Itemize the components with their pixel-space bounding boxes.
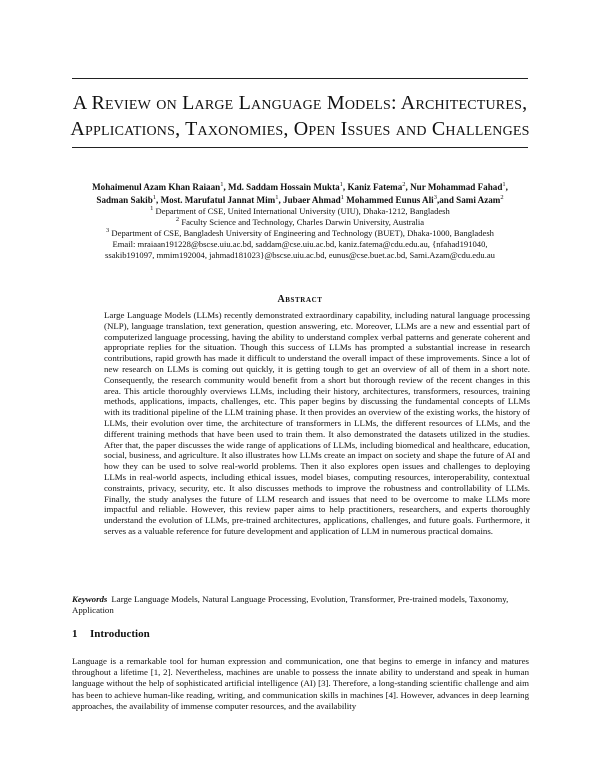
author-name: , Md. Saddam Hossain Mukta: [223, 182, 340, 192]
title-top-rule: [72, 78, 528, 79]
affiliations: [60, 206, 540, 261]
author-line-1: [66, 181, 534, 194]
author-affil-mark: 1: [339, 180, 343, 188]
introduction-text: Language is a remarkable tool for human expression and communication, one that begins to emerge in infancy and matures throughout a lifetime [1, 2]. Nevertheless, machines are unable to possess the innate ability to understand and speak in human language without the help of sophisticated artificial intelligence (AI) [3]. Therefore, a long-standing scientific challenge and aim has been to achieve human-like reading, writing, and communication skills in machines [4]. However, advances in deep learning approaches, the availability of immense computer resources, and the availability: [72, 656, 529, 711]
affiliation-text: Faculty Science and Technology, Charles Darwin University, Australia: [179, 216, 425, 227]
author-name: Mohaimenul Azam Khan Raiaan: [92, 182, 221, 192]
author-affil-mark: 1: [275, 193, 279, 201]
author-name: , Most. Marufatul Jannat Mim: [156, 194, 276, 205]
affiliation-mark: 3: [106, 226, 110, 234]
author-affil-mark: 1: [220, 180, 224, 188]
paper-title: [60, 90, 540, 142]
affiliation-text: Department of CSE, Bangladesh University of Engineering and Technology (BUET), Dhaka-1000, Bangladesh: [109, 227, 494, 238]
author-affil-mark: 2: [500, 193, 504, 201]
keywords: [72, 594, 530, 617]
author-name: Mohammed Eunus Ali: [343, 194, 434, 205]
section-title: Introduction: [90, 628, 150, 640]
author-list: [66, 181, 534, 206]
author-name: , Kaniz Fatema: [342, 182, 403, 192]
abstract-text: Large Language Models (LLMs) recently demonstrated extraordinary capability, including natural language processing (NLP), language translation, text generation, question answering, etc. Moreover, LLMs are a new and essential part of computerized language processing, having the ability to understand complex verbal patterns and generate coherent and appropriate replies for the situation. Though this success of LLMs has prompted a substantial increase in research contributions, rapid growth has made it difficult to understand the overall impact of these improvements. Since a lot of new research on LLMs is coming out quickly, it is getting tough to get an overview of all of them in a short note. Consequently, the research community would benefit from a short but thorough review of the recent changes in this area. This article thoroughly overviews LLMs, including their history, architectures, transformers, resources, training methods, applications, impacts, challenges, etc. This paper begins by discussing the fundamental concepts of LLMs with its traditional pipeline of the LLM training phase. It then provides an overview of the existing works, the history of LLMs, their evolution over time, the architecture of transformers in LLMs, the different resources of LLMs, and the different training methods that have been used to train them. It also demonstrated the datasets utilized in the studies. After that, the paper discusses the wide range of applications of LLMs, including biomedical and healthcare, education, social, business, and agriculture. It also illustrates how LLMs create an impact on society and shape the future of AI and how they can be used to solve real-world problems. Then it also explores open issues and challenges to deploying LLMs in real-world aspects, including ethical issues, model biases, computing resources, interoperability, contextual constraints, privacy, security, etc. It also discusses methods to improve the robustness and controllability of LLMs. Finally, the study analyses the future of LLM research and issues that need to be overcome to make LLMs more impactful and reliable. However, this review paper aims to help practitioners, researchers, and experts thoroughly understand the evolution of LLMs, pre-trained architectures, applications, challenges, and future goals. Furthermore, it serves as a valuable reference for future development and application of LLM in numerous practical domains.: [104, 310, 530, 536]
affiliation-1: [60, 206, 540, 217]
affiliation-mark: 2: [175, 216, 180, 224]
author-name: , Jubaer Ahmad: [278, 194, 341, 205]
title-line-2: Applications, Taxonomies, Open Issues and Challenges: [70, 118, 530, 140]
author-line-2: [66, 194, 534, 207]
author-separator: ,: [505, 182, 508, 192]
author-affil-mark: 3: [433, 193, 437, 201]
abstract-heading: Abstract: [277, 294, 323, 305]
keywords-text: Large Language Models, Natural Language Processing, Evolution, Transformer, Pre-trained models, Taxonomy, Application: [72, 594, 509, 616]
affiliation-2: [60, 217, 540, 228]
author-name: ,and Sami Azam: [436, 194, 501, 205]
title-line-1: A Review on Large Language Models: Architectures,: [72, 92, 528, 114]
author-affil-mark: 1: [340, 193, 344, 201]
author-affil-mark: 1: [502, 180, 506, 188]
section-number: 1: [72, 628, 78, 640]
affiliation-3: [60, 228, 540, 239]
email-line-2: ssakib191097, mmim192004, jahmad181023}@bscse.uiu.ac.bd, eunus@cse.buet.ac.bd, Sami.Azam@cdu.edu.au: [105, 249, 495, 260]
affiliation-text: Department of CSE, United International University (UIU), Dhaka-1212, Bangladesh: [153, 206, 450, 216]
keywords-label: Keywords: [72, 594, 108, 604]
email-line-1: Email: mraiaan191228@bscse.uiu.ac.bd, saddam@cse.uiu.ac.bd, kaniz.fatema@cdu.edu.au, {nfahad191040,: [112, 238, 488, 249]
author-affil-mark: 1: [152, 193, 157, 201]
author-affil-mark: 2: [402, 180, 406, 188]
author-name: , Nur Mohammad Fahad: [405, 182, 503, 192]
section-heading-introduction: [72, 628, 150, 640]
title-bottom-rule: [72, 147, 528, 148]
author-name: Sadman Sakib: [96, 194, 153, 205]
affiliation-mark: 1: [150, 205, 154, 213]
